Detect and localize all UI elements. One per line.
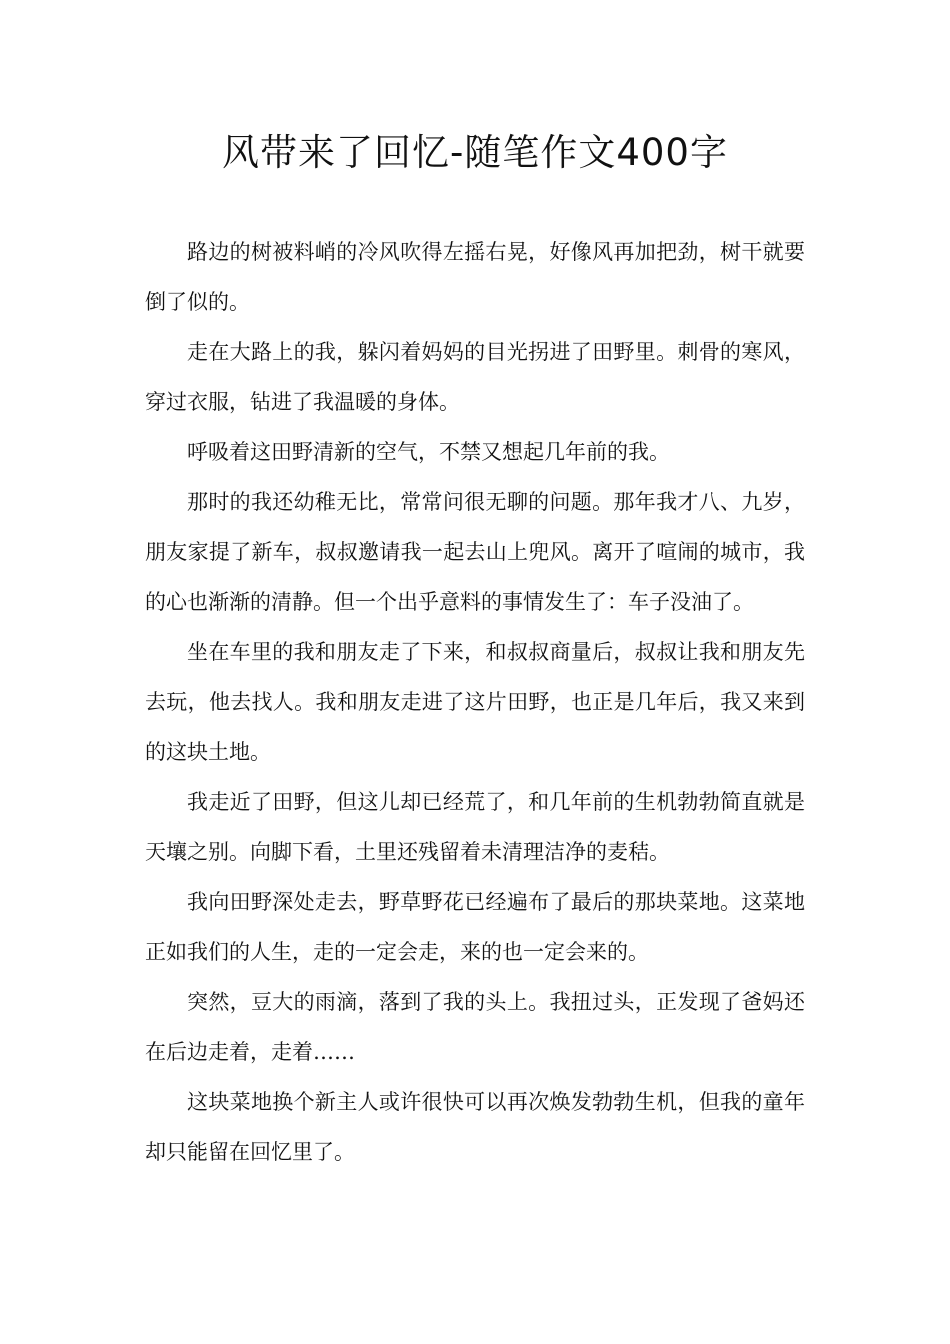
paragraph-5: 坐在车里的我和朋友走了下来，和叔叔商量后，叔叔让我和朋友先去玩，他去找人。我和朋友走进了这片田野，也正是几年后，我又来到的这块土地。 [145,640,805,764]
paragraph-9: 这块菜地换个新主人或许很快可以再次焕发勃勃生机，但我的童年却只能留在回忆里了。 [145,1090,805,1164]
paragraph-7: 我向田野深处走去，野草野花已经遍布了最后的那块菜地。这菜地正如我们的人生，走的一定会走，来的也一定会来的。 [145,890,805,964]
document-title: 风带来了回忆-随笔作文400字 [222,131,728,174]
paragraph-3: 呼吸着这田野清新的空气，不禁又想起几年前的我。 [187,440,670,464]
document-body [145,227,805,1177]
paragraph-1: 路边的树被料峭的冷风吹得左摇右晃，好像风再加把劲，树干就要倒了似的。 [145,240,805,314]
paragraph-8: 突然，豆大的雨滴，落到了我的头上。我扭过头，正发现了爸妈还在后边走着，走着…… [145,990,805,1064]
paragraph-4: 那时的我还幼稚无比，常常问很无聊的问题。那年我才八、九岁，朋友家提了新车，叔叔邀请我一起去山上兜风。离开了喧闹的城市，我的心也渐渐的清静。但一个出乎意料的事情发生了：车子没油了。 [145,490,805,614]
paragraph-6: 我走近了田野，但这儿却已经荒了，和几年前的生机勃勃简直就是天壤之别。向脚下看，土里还残留着未清理洁净的麦秸。 [145,790,805,864]
paragraph-2: 走在大路上的我，躲闪着妈妈的目光拐进了田野里。刺骨的寒风，穿过衣服，钻进了我温暖的身体。 [145,340,805,414]
